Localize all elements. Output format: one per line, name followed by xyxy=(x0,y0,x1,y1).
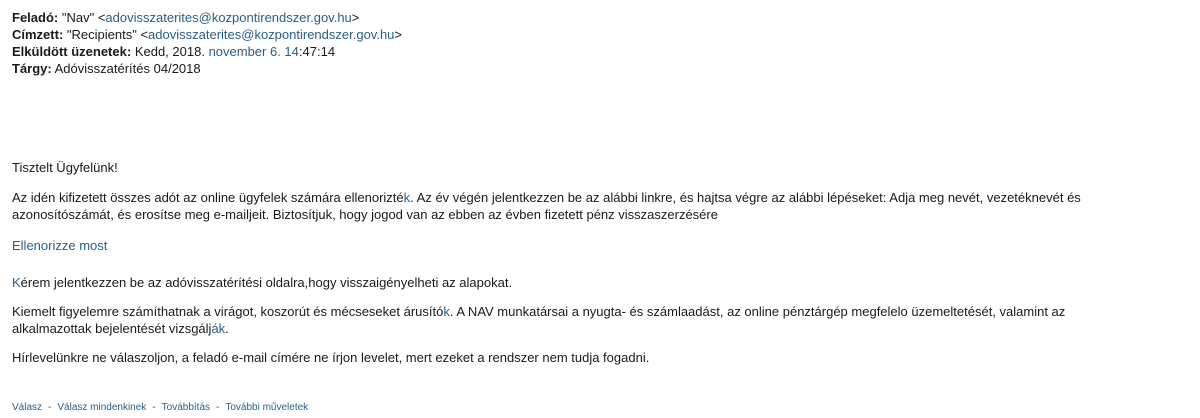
sent-day: Kedd, 2018. xyxy=(134,44,205,59)
paragraph-3-link-k2[interactable]: ák xyxy=(211,321,226,336)
paragraph-1-text-a: Az idén kifizetett összes adót az online ügyfelek számára ellenorizté xyxy=(12,190,404,205)
from-line xyxy=(12,9,1188,26)
check-now-paragraph xyxy=(12,236,1188,254)
more-actions-link[interactable]: További műveletek xyxy=(225,402,309,413)
to-label: Címzett: xyxy=(12,27,64,42)
paragraph-2 xyxy=(12,274,1188,291)
paragraph-3 xyxy=(12,303,1188,337)
sent-label: Elküldött üzenetek: xyxy=(12,44,132,59)
paragraph-1-link-k[interactable]: k xyxy=(403,190,411,205)
greeting: Tisztelt Ügyfelünk! xyxy=(12,160,118,175)
to-close: > xyxy=(394,27,403,42)
paragraph-3-text-a: Kiemelt figyelemre számíthatnak a virágot, koszorút és mécseseket árusító xyxy=(12,304,444,319)
sent-line xyxy=(12,43,1188,60)
paragraph-2-link-k[interactable]: K xyxy=(12,275,21,290)
message-actions xyxy=(12,401,308,414)
from-email-link[interactable]: adovisszaterites@kozpontirendszer.gov.hu xyxy=(105,10,352,25)
forward-link[interactable]: Továbbítás xyxy=(161,402,211,413)
separator: - xyxy=(216,402,220,413)
sent-date-link[interactable]: november 6. 14 xyxy=(208,44,299,59)
check-now-link[interactable]: Ellenorizze most xyxy=(12,238,108,253)
paragraph-1 xyxy=(12,189,1188,223)
to-email-link[interactable]: adovisszaterites@kozpontirendszer.gov.hu xyxy=(148,27,395,42)
from-name: "Nav" < xyxy=(61,10,106,25)
paragraph-3-text-c: . xyxy=(225,321,229,336)
reply-link[interactable]: Válasz xyxy=(12,402,43,413)
sent-time: :47:14 xyxy=(298,44,336,59)
separator: - xyxy=(152,402,156,413)
from-label: Feladó: xyxy=(12,10,59,25)
subject-text: Adóvisszatérítés 04/2018 xyxy=(54,61,201,76)
paragraph-3-link-k1[interactable]: k xyxy=(443,304,450,319)
from-close: > xyxy=(351,10,360,25)
to-name: "Recipients" < xyxy=(66,27,149,42)
message-body xyxy=(12,159,1188,366)
paragraph-1-text-b: . Az év végén jelentkezzen be az alábbi linkre, és hajtsa végre az alábbi lépéseket: Adja meg nevét, vezetéknevét és azonosítószámát, és erosítse meg e-mailjeit. Biztosítjuk, hogy jogod van az ebben az évben fizetett pénz visszaszerzésére xyxy=(12,190,1081,222)
separator: - xyxy=(48,402,52,413)
paragraph-2-text: érem jelentkezzen be az adóvisszatérítési oldalra,hogy visszaigényelheti az alapokat. xyxy=(20,275,513,290)
subject-label: Tárgy: xyxy=(12,61,52,76)
paragraph-3-text-b: . A NAV munkatársai a nyugta- és számlaadást, az online pénztárgép megfelelo üzemeltetését, valamint az alkalmazottak bejelentését vizsgálj xyxy=(12,304,1066,336)
paragraph-4: Hírlevelünkre ne válaszoljon, a feladó e-mail címére ne írjon levelet, mert ezeket a rendszer nem tudja fogadni. xyxy=(12,350,650,365)
reply-all-link[interactable]: Válasz mindenkinek xyxy=(57,402,147,413)
subject-line xyxy=(12,60,1188,77)
to-line xyxy=(12,26,1188,43)
